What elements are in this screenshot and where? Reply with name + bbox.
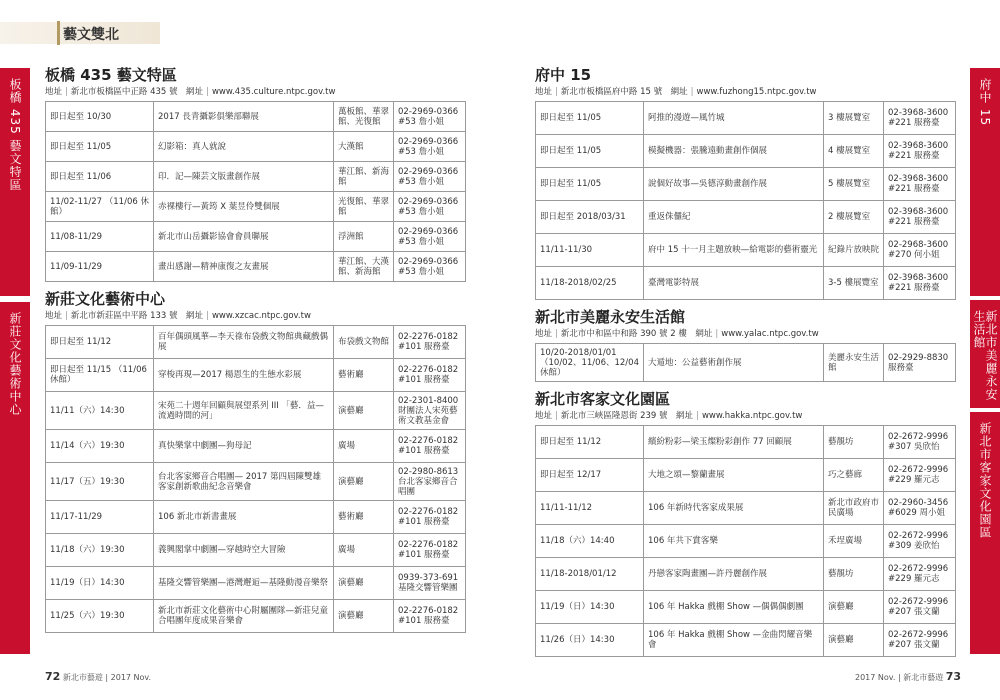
event-venue: 2 樓展覽室 bbox=[824, 201, 884, 234]
table-row bbox=[536, 426, 956, 459]
venue-address-line: 地址 | 新北市中和區中和路 390 號 2 樓 網址 | www.yalac.ntpc.gov.tw bbox=[535, 329, 819, 339]
event-contact: 02-2672-9996 #307 吳欣怡 bbox=[884, 426, 956, 459]
side-tab-label: 板橋 435 藝文特區 bbox=[8, 78, 22, 192]
event-venue: 藝術廳 bbox=[334, 501, 394, 534]
event-contact: 02-2276-0182 #101 服務臺 bbox=[394, 501, 466, 534]
event-date: 10/20-2018/01/01 （10/02、11/06、12/04 休館） bbox=[536, 344, 644, 382]
event-date: 11/17-11/29 bbox=[46, 501, 154, 534]
event-date: 11/18（六）19:30 bbox=[46, 534, 154, 567]
event-venue: 藝術廳 bbox=[334, 359, 394, 392]
event-contact: 02-2276-0182 #101 服務臺 bbox=[394, 326, 466, 359]
event-venue: 演藝廳 bbox=[334, 600, 394, 633]
table-row bbox=[536, 591, 956, 624]
event-date: 即日起至 11/12 bbox=[46, 326, 154, 359]
event-contact: 02-2301-8400 財團法人宋苑藝術文教基金會 bbox=[394, 392, 466, 430]
event-venue: 禾埕廣場 bbox=[824, 525, 884, 558]
event-title: 畫出感謝—精神康復之友畫展 bbox=[154, 252, 334, 282]
website-link[interactable]: www.xzcac.ntpc.gov.tw bbox=[211, 311, 311, 321]
event-date: 11/18-2018/02/25 bbox=[536, 267, 644, 300]
address-label: 地址 bbox=[45, 311, 63, 321]
event-date: 11/11-11/30 bbox=[536, 234, 644, 267]
event-title: 106 年共下賞客樂 bbox=[644, 525, 824, 558]
venue-address-line: 地址 | 新北市三峽區隆恩街 239 號 網址 | www.hakka.ntpc.gov.tw bbox=[535, 411, 803, 421]
event-title: 大地之頌—黎蘭畫展 bbox=[644, 459, 824, 492]
event-title: 百年偶頭風華—李天祿布袋戲文物館典藏戲偶展 bbox=[154, 326, 334, 359]
venue-section-xinzhuang bbox=[45, 290, 465, 633]
event-contact: 02-2276-0182 #101 服務臺 bbox=[394, 359, 466, 392]
website-link[interactable]: www.hakka.ntpc.gov.tw bbox=[701, 411, 803, 421]
address-value: 新北市板橋區中正路 435 號 bbox=[70, 87, 178, 97]
venue-address-line: 地址 | 新北市板橋區中正路 435 號 網址 | www.435.culture.ntpc.gov.tw bbox=[45, 87, 336, 97]
event-contact: 02-2969-0366 #53 詹小姐 bbox=[394, 162, 466, 192]
side-tab-label: 新莊文化藝術中心 bbox=[8, 312, 22, 416]
event-date: 11/18（六）14:40 bbox=[536, 525, 644, 558]
event-title: 新北市山岳攝影協會會員聯展 bbox=[154, 222, 334, 252]
side-tab-yongan[interactable] bbox=[970, 300, 1000, 408]
event-title: 106 年 Hakka 戲棚 Show —偶偶偶劇團 bbox=[644, 591, 824, 624]
event-contact: 02-2969-0366 #53 詹小姐 bbox=[394, 192, 466, 222]
table-row bbox=[536, 135, 956, 168]
event-title: 模擬機器：張騰遠動畫創作個展 bbox=[644, 135, 824, 168]
event-venue: 演藝廳 bbox=[334, 567, 394, 600]
event-venue: 3 樓展覽室 bbox=[824, 102, 884, 135]
event-venue: 紀錄片放映院 bbox=[824, 234, 884, 267]
event-venue: 大漢館 bbox=[334, 132, 394, 162]
venue-address-line: 地址 | 新北市新莊區中平路 133 號 網址 | www.xzcac.ntpc.gov.tw bbox=[45, 311, 311, 321]
side-tab-label: 新北市客家文化園區 bbox=[978, 422, 992, 539]
venue-section-hakka bbox=[535, 390, 955, 657]
address-value: 新北市板橋區府中路 15 號 bbox=[560, 87, 663, 97]
event-title: 穿梭再現—2017 楊恩生的生態水彩展 bbox=[154, 359, 334, 392]
event-table bbox=[45, 325, 466, 633]
event-table bbox=[535, 343, 956, 382]
event-contact: 02-2968-3600 #270 何小姐 bbox=[884, 234, 956, 267]
event-date: 即日起至 11/12 bbox=[536, 426, 644, 459]
event-date: 11/08-11/29 bbox=[46, 222, 154, 252]
event-date: 11/17（五）19:30 bbox=[46, 463, 154, 501]
website-label: 網址 bbox=[186, 87, 204, 97]
table-row bbox=[46, 222, 466, 252]
event-contact: 02-2969-0366 #53 詹小姐 bbox=[394, 132, 466, 162]
event-title: 台北客家鄉音合唱團— 2017 第四屆陳雙雄客家創新歌曲紀念音樂會 bbox=[154, 463, 334, 501]
event-contact: 02-2276-0182 #101 服務臺 bbox=[394, 430, 466, 463]
event-title: 幻影箱：真人就說 bbox=[154, 132, 334, 162]
event-title: 基隆交響管樂團—港灣邂逅—基隆動漫音樂祭 bbox=[154, 567, 334, 600]
footer-right bbox=[855, 670, 961, 683]
right-page-column bbox=[535, 66, 955, 665]
address-label: 地址 bbox=[535, 329, 553, 339]
event-date: 11/14（六）19:30 bbox=[46, 430, 154, 463]
event-date: 即日起至 11/05 bbox=[536, 102, 644, 135]
venue-title: 新北市客家文化園區 bbox=[535, 390, 671, 408]
event-venue: 演藝廳 bbox=[824, 624, 884, 657]
venue-title: 府中 15 bbox=[535, 66, 592, 84]
event-date: 11/09-11/29 bbox=[46, 252, 154, 282]
page-number-right: 73 bbox=[945, 670, 962, 683]
event-title: 106 新北市新書畫展 bbox=[154, 501, 334, 534]
event-title: 府中 15 十一月主題放映—給電影的藝術靈光 bbox=[644, 234, 824, 267]
event-contact: 02-2672-9996 #229 羅元志 bbox=[884, 459, 956, 492]
venue-section-yongan bbox=[535, 308, 955, 382]
table-row bbox=[536, 344, 956, 382]
table-row bbox=[536, 168, 956, 201]
table-row bbox=[536, 558, 956, 591]
footer-left bbox=[45, 670, 151, 683]
website-link[interactable]: www.fuzhong15.ntpc.gov.tw bbox=[696, 87, 817, 97]
event-contact: 02-2672-9996 #207 張文蘭 bbox=[884, 624, 956, 657]
event-venue: 布袋戲文物館 bbox=[334, 326, 394, 359]
venue-title: 新北市美麗永安生活館 bbox=[535, 308, 686, 326]
website-label: 網址 bbox=[670, 87, 688, 97]
event-date: 即日起至 11/06 bbox=[46, 162, 154, 192]
event-title: 阿推的漫遊—風竹城 bbox=[644, 102, 824, 135]
event-venue: 演藝廳 bbox=[334, 392, 394, 430]
event-venue: 新北市政府市民廣場 bbox=[824, 492, 884, 525]
event-title: 大遁地：公益藝術創作展 bbox=[644, 344, 824, 382]
table-row bbox=[536, 234, 956, 267]
event-contact: 02-2672-9996 #229 羅元志 bbox=[884, 558, 956, 591]
event-title: 106 年 Hakka 戲棚 Show —金曲閃耀音樂會 bbox=[644, 624, 824, 657]
event-date: 11/11（六）14:30 bbox=[46, 392, 154, 430]
website-link[interactable]: www.yalac.ntpc.gov.tw bbox=[721, 329, 819, 339]
table-row bbox=[46, 102, 466, 132]
event-date: 即日起至 12/17 bbox=[536, 459, 644, 492]
event-title: 真快樂掌中劇團—狗母記 bbox=[154, 430, 334, 463]
event-contact: 02-2969-0366 #53 詹小姐 bbox=[394, 222, 466, 252]
table-row bbox=[46, 501, 466, 534]
event-venue: 光復館、華翠館 bbox=[334, 192, 394, 222]
table-row bbox=[46, 326, 466, 359]
event-date: 即日起至 11/05 bbox=[46, 132, 154, 162]
side-tab-label: 新北市美麗永安生活館 bbox=[972, 310, 998, 401]
venue-address-line: 地址 | 新北市板橋區府中路 15 號 網址 | www.fuzhong15.ntpc.gov.tw bbox=[535, 87, 817, 97]
event-date: 11/11-11/12 bbox=[536, 492, 644, 525]
table-row bbox=[536, 624, 956, 657]
event-contact: 02-2672-9996 #309 姜欣怡 bbox=[884, 525, 956, 558]
event-date: 11/26（日）14:30 bbox=[536, 624, 644, 657]
table-row bbox=[536, 525, 956, 558]
event-title: 重返侏儸紀 bbox=[644, 201, 824, 234]
footer-right-text: 2017 Nov. | 新北市藝遊 bbox=[855, 673, 944, 682]
event-title: 義興閣掌中劇團—穿越時空大冒險 bbox=[154, 534, 334, 567]
event-contact: 02-2672-9996 #207 張文蘭 bbox=[884, 591, 956, 624]
event-title: 繽紛粉彩—梁玉燦粉彩創作 77 回顧展 bbox=[644, 426, 824, 459]
table-row bbox=[46, 430, 466, 463]
table-row bbox=[46, 359, 466, 392]
event-contact: 02-2969-0366 #53 詹小姐 bbox=[394, 102, 466, 132]
event-date: 11/19（日）14:30 bbox=[46, 567, 154, 600]
event-title: 說個好故事—吳德淳動畫創作展 bbox=[644, 168, 824, 201]
side-tab-banqiao[interactable] bbox=[0, 68, 30, 296]
table-row bbox=[46, 600, 466, 633]
page-header-title: 藝文雙北 bbox=[63, 27, 119, 43]
event-title: 臺灣電影特展 bbox=[644, 267, 824, 300]
table-row bbox=[46, 463, 466, 501]
event-venue: 藝靚坊 bbox=[824, 558, 884, 591]
footer-left-text: 新北市藝遊 | 2017 Nov. bbox=[62, 673, 152, 682]
event-title: 赤裸樓行—黃筠 X 葉昱伶雙個展 bbox=[154, 192, 334, 222]
event-venue: 演藝廳 bbox=[334, 463, 394, 501]
website-link[interactable]: www.435.culture.ntpc.gov.tw bbox=[211, 87, 336, 97]
event-venue: 5 樓展覽室 bbox=[824, 168, 884, 201]
event-venue: 浮洲館 bbox=[334, 222, 394, 252]
website-label: 網址 bbox=[695, 329, 713, 339]
event-date: 即日起至 2018/03/31 bbox=[536, 201, 644, 234]
event-contact: 02-2980-8613 台北客家鄉音合唱團 bbox=[394, 463, 466, 501]
side-tab-label: 府中 15 bbox=[978, 78, 992, 127]
event-contact: 02-2276-0182 #101 服務臺 bbox=[394, 534, 466, 567]
table-row bbox=[46, 162, 466, 192]
event-title: 印．記—陳芸文版畫創作展 bbox=[154, 162, 334, 192]
event-contact: 02-2960-3456 #6029 周小姐 bbox=[884, 492, 956, 525]
event-contact: 02-2929-8830 服務臺 bbox=[884, 344, 956, 382]
event-contact: 02-2276-0182 #101 服務臺 bbox=[394, 600, 466, 633]
event-title: 丹戀客家陶畫團—許丹麗創作展 bbox=[644, 558, 824, 591]
event-contact: 02-3968-3600 #221 服務臺 bbox=[884, 135, 956, 168]
event-title: 宋苑二十週年回顧與展望系列 III 「藝．益—流過時間的河」 bbox=[154, 392, 334, 430]
website-label: 網址 bbox=[186, 311, 204, 321]
event-title: 2017 長青攝影俱樂部聯展 bbox=[154, 102, 334, 132]
event-table bbox=[535, 101, 956, 300]
venue-section-fuzhong15 bbox=[535, 66, 955, 300]
table-row bbox=[46, 132, 466, 162]
table-row bbox=[536, 201, 956, 234]
event-date: 11/25（六）19:30 bbox=[46, 600, 154, 633]
event-contact: 02-3968-3600 #221 服務臺 bbox=[884, 267, 956, 300]
event-date: 即日起至 11/05 bbox=[536, 135, 644, 168]
event-date: 11/18-2018/01/12 bbox=[536, 558, 644, 591]
event-venue: 巧之藝廊 bbox=[824, 459, 884, 492]
address-value: 新北市中和區中和路 390 號 2 樓 bbox=[560, 329, 687, 339]
event-table bbox=[535, 425, 956, 657]
side-tab-hakka[interactable] bbox=[970, 412, 1000, 654]
address-value: 新北市三峽區隆恩街 239 號 bbox=[560, 411, 668, 421]
table-row bbox=[536, 267, 956, 300]
website-label: 網址 bbox=[676, 411, 694, 421]
header-accent-mark bbox=[57, 21, 60, 45]
event-venue: 演藝廳 bbox=[824, 591, 884, 624]
event-date: 11/19（日）14:30 bbox=[536, 591, 644, 624]
event-title: 106 年新時代客家成果展 bbox=[644, 492, 824, 525]
event-table bbox=[45, 101, 466, 282]
page-number-left: 72 bbox=[45, 670, 61, 683]
event-venue: 萬板館、華翠館、光復館 bbox=[334, 102, 394, 132]
venue-title: 新莊文化藝術中心 bbox=[45, 290, 166, 308]
address-label: 地址 bbox=[535, 87, 553, 97]
event-date: 即日起至 11/05 bbox=[536, 168, 644, 201]
event-contact: 0939-373-691 基隆交響管樂團 bbox=[394, 567, 466, 600]
table-row bbox=[46, 534, 466, 567]
table-row bbox=[46, 192, 466, 222]
venue-title: 板橋 435 藝文特區 bbox=[45, 66, 177, 84]
table-row bbox=[536, 459, 956, 492]
side-tab-xinzhuang[interactable] bbox=[0, 302, 30, 654]
event-venue: 藝靚坊 bbox=[824, 426, 884, 459]
event-title: 新北市新莊文化藝術中心附屬團隊—新莊兒童合唱團年度成果音樂會 bbox=[154, 600, 334, 633]
event-contact: 02-3968-3600 #221 服務臺 bbox=[884, 102, 956, 135]
table-row bbox=[536, 492, 956, 525]
venue-section-banqiao bbox=[45, 66, 465, 282]
table-row bbox=[46, 252, 466, 282]
table-row bbox=[46, 392, 466, 430]
left-page-column bbox=[45, 66, 465, 641]
event-date: 即日起至 10/30 bbox=[46, 102, 154, 132]
table-row bbox=[46, 567, 466, 600]
event-venue: 3-5 樓展覽室 bbox=[824, 267, 884, 300]
address-value: 新北市新莊區中平路 133 號 bbox=[70, 311, 178, 321]
event-contact: 02-3968-3600 #221 服務臺 bbox=[884, 201, 956, 234]
event-venue: 華江館、新海館 bbox=[334, 162, 394, 192]
table-row bbox=[536, 102, 956, 135]
event-venue: 華江館、大漢館、新海館 bbox=[334, 252, 394, 282]
event-date: 即日起至 11/15 （11/06 休館） bbox=[46, 359, 154, 392]
event-venue: 美麗永安生活館 bbox=[824, 344, 884, 382]
event-date: 11/02-11/27 （11/06 休館） bbox=[46, 192, 154, 222]
event-contact: 02-3968-3600 #221 服務臺 bbox=[884, 168, 956, 201]
event-venue: 廣場 bbox=[334, 430, 394, 463]
address-label: 地址 bbox=[535, 411, 553, 421]
event-venue: 廣場 bbox=[334, 534, 394, 567]
side-tab-fuzhong15[interactable] bbox=[970, 68, 1000, 296]
event-venue: 4 樓展覽室 bbox=[824, 135, 884, 168]
event-contact: 02-2969-0366 #53 詹小姐 bbox=[394, 252, 466, 282]
address-label: 地址 bbox=[45, 87, 63, 97]
